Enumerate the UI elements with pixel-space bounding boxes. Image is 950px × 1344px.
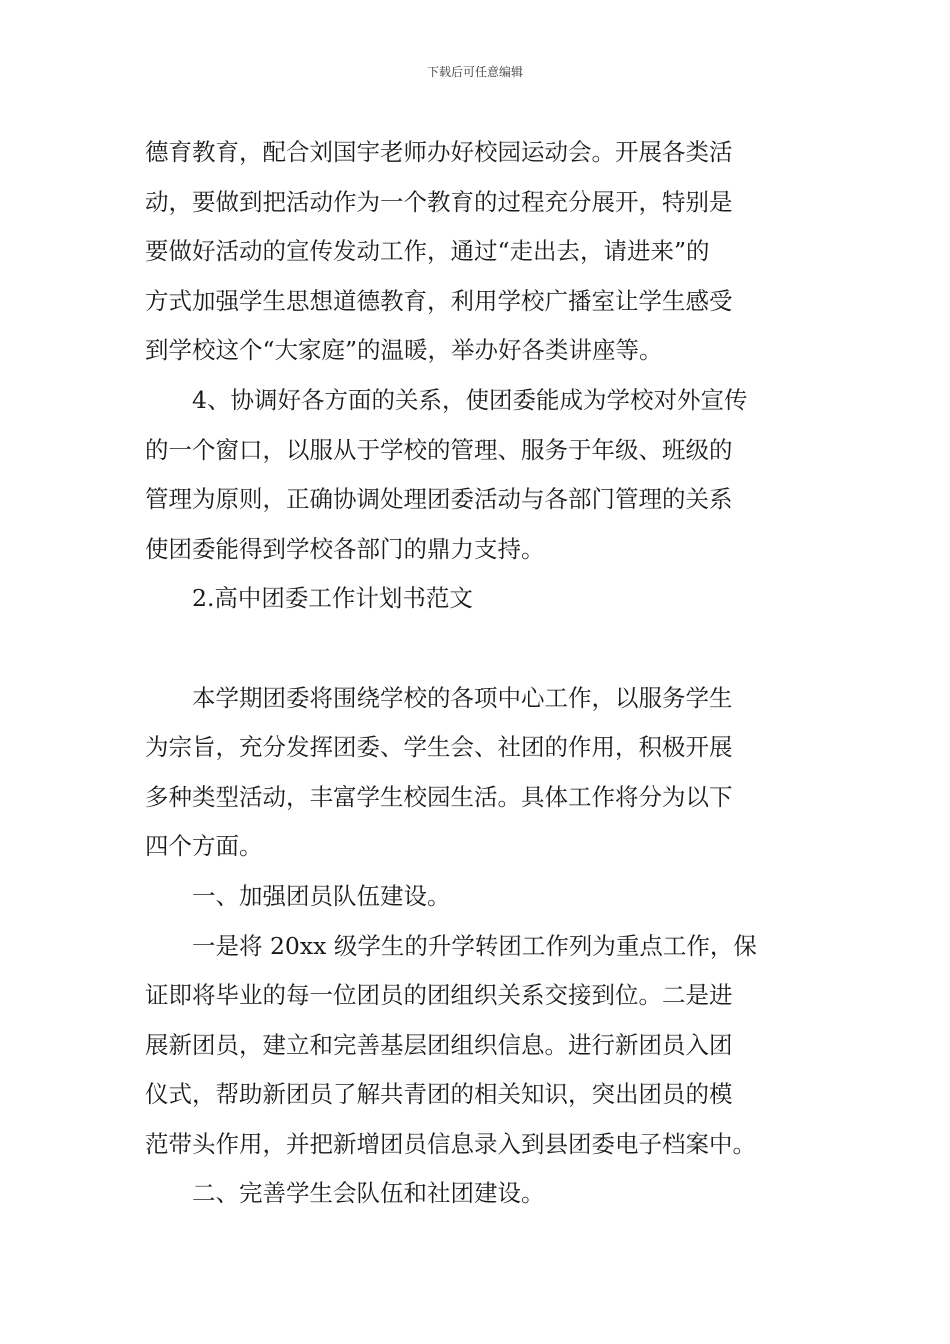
text-line: 到学校这个“大家庭”的温暖，举办好各类讲座等。 bbox=[145, 336, 663, 365]
text-line: 使团委能得到学校各部门的鼎力支持。 bbox=[145, 534, 545, 563]
text-line: 本学期团委将围绕学校的各项中心工作，以服务学生 bbox=[192, 683, 733, 712]
text-line: 四个方面。 bbox=[145, 832, 263, 861]
page-header-note: 下载后可任意编辑 bbox=[426, 65, 523, 79]
blank-line bbox=[145, 624, 807, 674]
text-line: 的一个窗口，以服从于学校的管理、服务于年级、班级的 bbox=[145, 435, 733, 464]
paragraph-moral-education bbox=[145, 128, 807, 376]
text-line: 展新团员，建立和完善基层团组织信息。进行新团员入团 bbox=[145, 1030, 733, 1059]
text-line: 管理为原则，正确协调处理团委活动与各部门管理的关系 bbox=[145, 485, 733, 514]
text-line: 多种类型活动，丰富学生校园生活。具体工作将分为以下 bbox=[145, 782, 733, 811]
text-line: 动，要做到把活动作为一个教育的过程充分展开，特别是 bbox=[145, 187, 733, 216]
paragraph-member-team-details bbox=[145, 922, 807, 1170]
paragraph-coordinate-relations bbox=[145, 376, 807, 574]
text-line: 德育教育，配合刘国宇老师办好校园运动会。开展各类活 bbox=[145, 138, 733, 166]
text-line: 证即将毕业的每一位团员的团组织关系交接到位。二是进 bbox=[145, 981, 733, 1010]
document-body bbox=[145, 128, 807, 1219]
paragraph-semester-overview bbox=[145, 674, 807, 872]
text-line: 范带头作用，并把新增团员信息录入到县团委电子档案中。 bbox=[145, 1129, 756, 1158]
text-line: 为宗旨，充分发挥团委、学生会、社团的作用，积极开展 bbox=[145, 733, 733, 762]
heading-member-team: 一、加强团员队伍建设。 bbox=[192, 881, 451, 910]
heading-student-union: 二、完善学生会队伍和社团建设。 bbox=[192, 1179, 545, 1208]
text-line: 一是将 20xx 级学生的升学转团工作列为重点工作，保 bbox=[192, 931, 757, 960]
text-line: 仪式，帮助新团员了解共青团的相关知识，突出团员的模 bbox=[145, 1080, 733, 1109]
section-title: 2.高中团委工作计划书范文 bbox=[192, 584, 473, 613]
text-line: 方式加强学生思想道德教育，利用学校广播室让学生感受 bbox=[145, 286, 733, 315]
text-line: 要做好活动的宣传发动工作，通过“走出去，请进来”的 bbox=[145, 237, 710, 266]
text-line: 4、协调好各方面的关系，使团委能成为学校对外宣传 bbox=[192, 385, 748, 414]
